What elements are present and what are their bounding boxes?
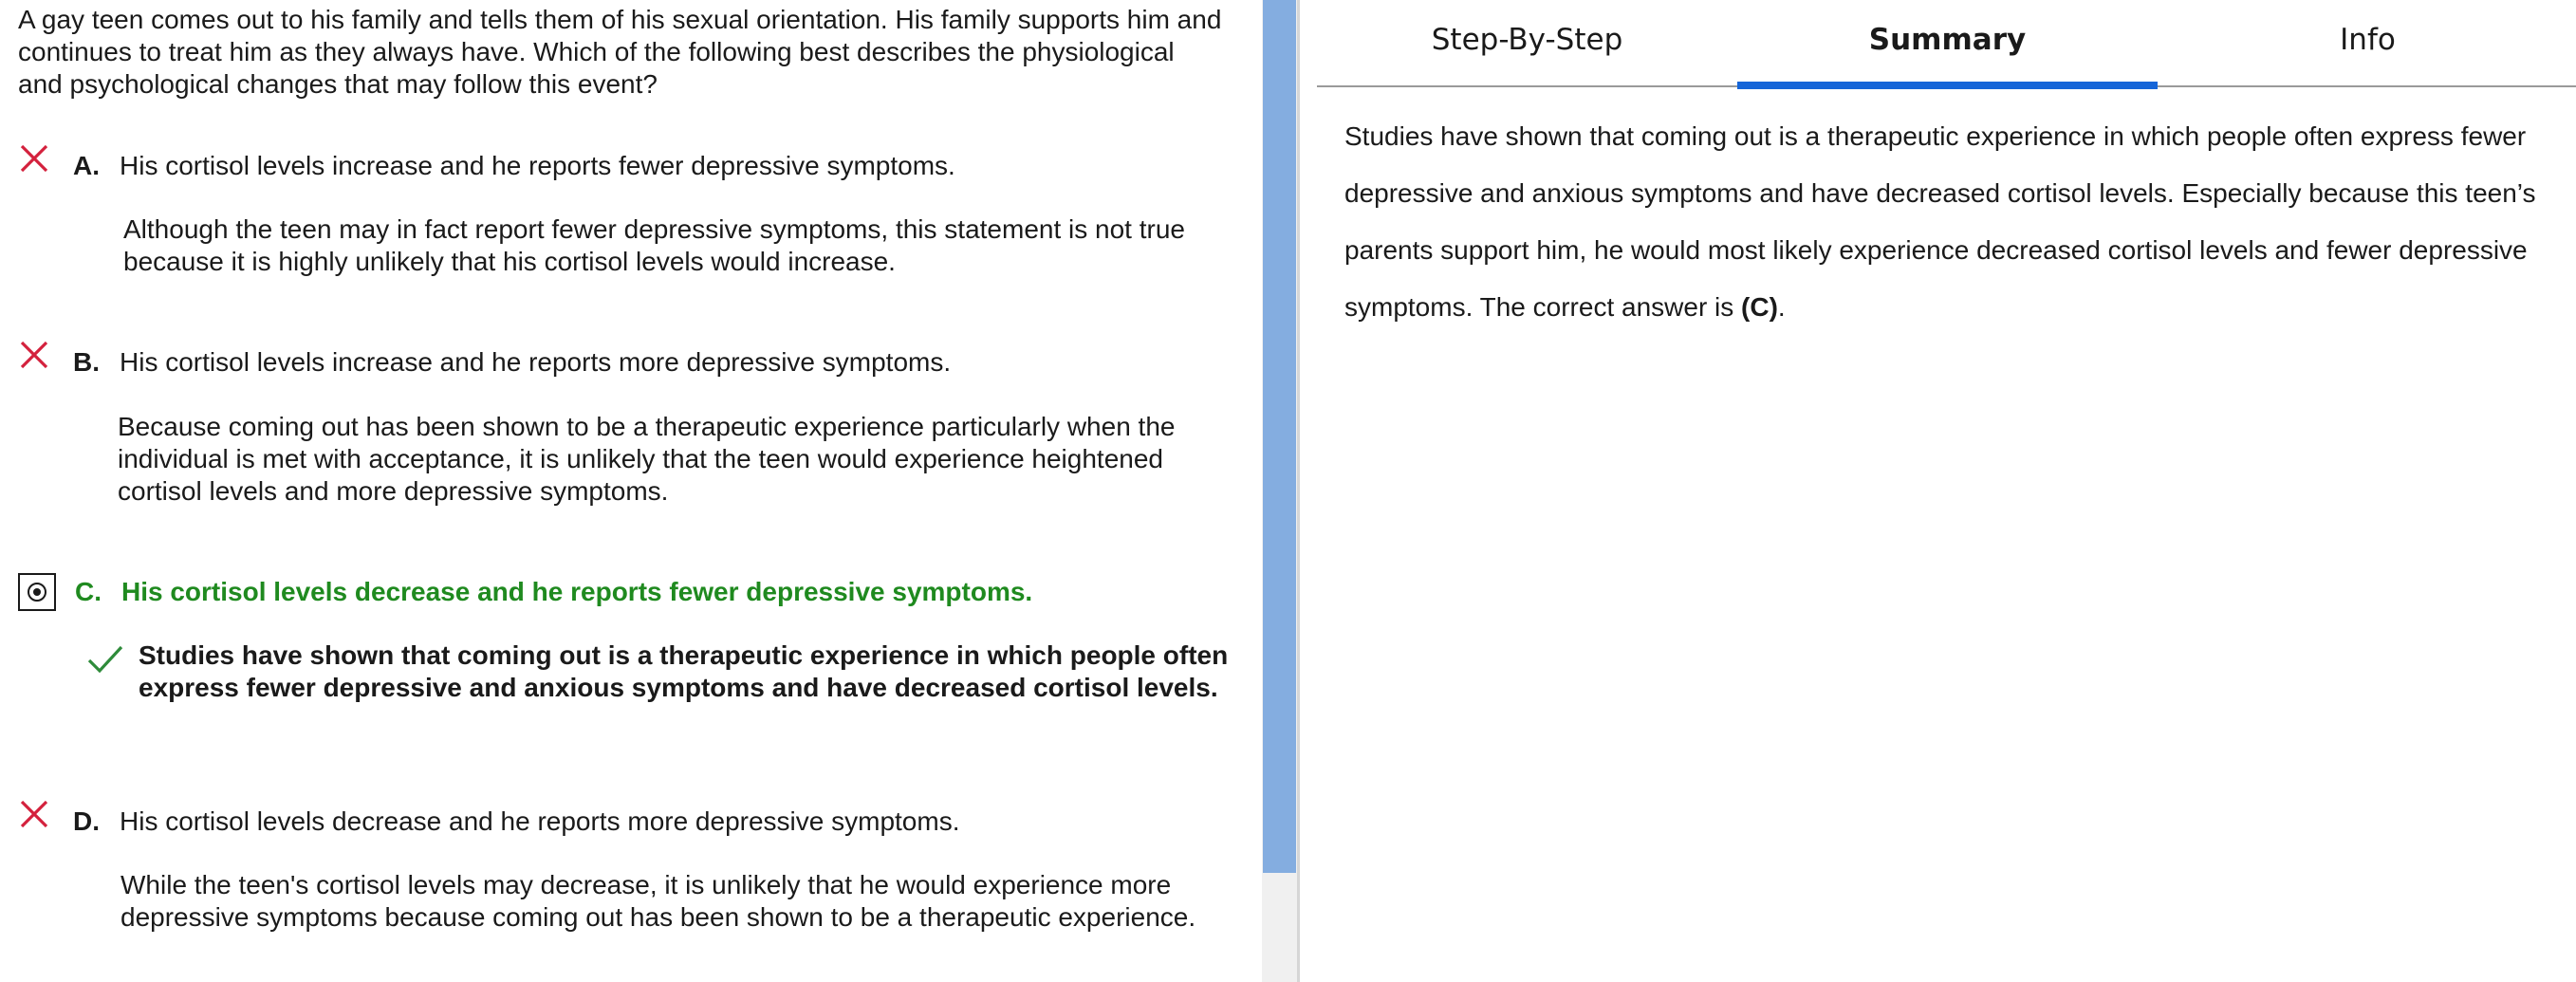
scrollbar-thumb[interactable] [1263,0,1296,873]
choice-b-letter: B. [73,347,100,377]
choice-c-letter: C. [75,577,102,606]
summary-answer: (C) [1741,292,1778,322]
tab-bar [1317,0,2576,87]
explanation-panel [1300,0,2576,982]
summary-body: Studies have shown that coming out is a therapeutic experience in which people often express fewer depressive and anxious symptoms and have decreased cortisol levels. Especially because this teen’s parents support him, he would most likely experience decreased cortisol levels and fewer depressive symptoms. The correct answer is [1344,121,2536,322]
tab-info[interactable]: Info [2340,23,2396,57]
radio-selected-icon[interactable] [18,573,56,611]
choice-a-explanation: Although the teen may in fact report fewer depressive symptoms, this statement is not true because it is highly unlikely that his cortisol levels would increase. [123,214,1185,276]
choice-c-explanation: Studies have shown that coming out is a therapeutic experience in which people often express fewer depressive and anxious symptoms and have decreased cortisol levels. [139,640,1229,702]
choice-d-text[interactable]: His cortisol levels decrease and he reports more depressive symptoms. [120,806,960,836]
tab-step-by-step[interactable]: Step-By-Step [1431,23,1623,57]
choice-d-explanation: While the teen's cortisol levels may decrease, it is unlikely that he would experience more depressive symptoms because coming out has been shown to be a therapeutic experience. [120,870,1196,932]
choice-a-text[interactable]: His cortisol levels increase and he reports fewer depressive symptoms. [120,151,955,180]
tab-summary[interactable]: Summary [1737,0,2158,87]
choice-a-letter: A. [73,151,100,180]
x-icon [18,339,50,371]
choice-b-text[interactable]: His cortisol levels increase and he reports more depressive symptoms. [120,347,952,377]
summary-end: . [1777,292,1786,322]
x-icon [18,798,50,830]
question-panel [0,0,1262,982]
choice-b-explanation: Because coming out has been shown to be a therapeutic experience particularly when the individual is met with acceptance, it is unlikely that the teen would experience heightened cortisol levels and more depressive symptoms. [118,412,1176,506]
summary-text [1344,108,2549,336]
x-icon [18,142,50,175]
question-text: A gay teen comes out to his family and tells them of his sexual orientation. His family supports him and continues to treat him as they always have. Which of the following best describes the physiological and psychological changes that may follow this event? [18,5,1222,99]
checkmark-icon [87,643,123,676]
choice-c-text[interactable]: His cortisol levels decrease and he reports fewer depressive symptoms. [121,577,1033,606]
choice-d-letter: D. [73,806,100,836]
